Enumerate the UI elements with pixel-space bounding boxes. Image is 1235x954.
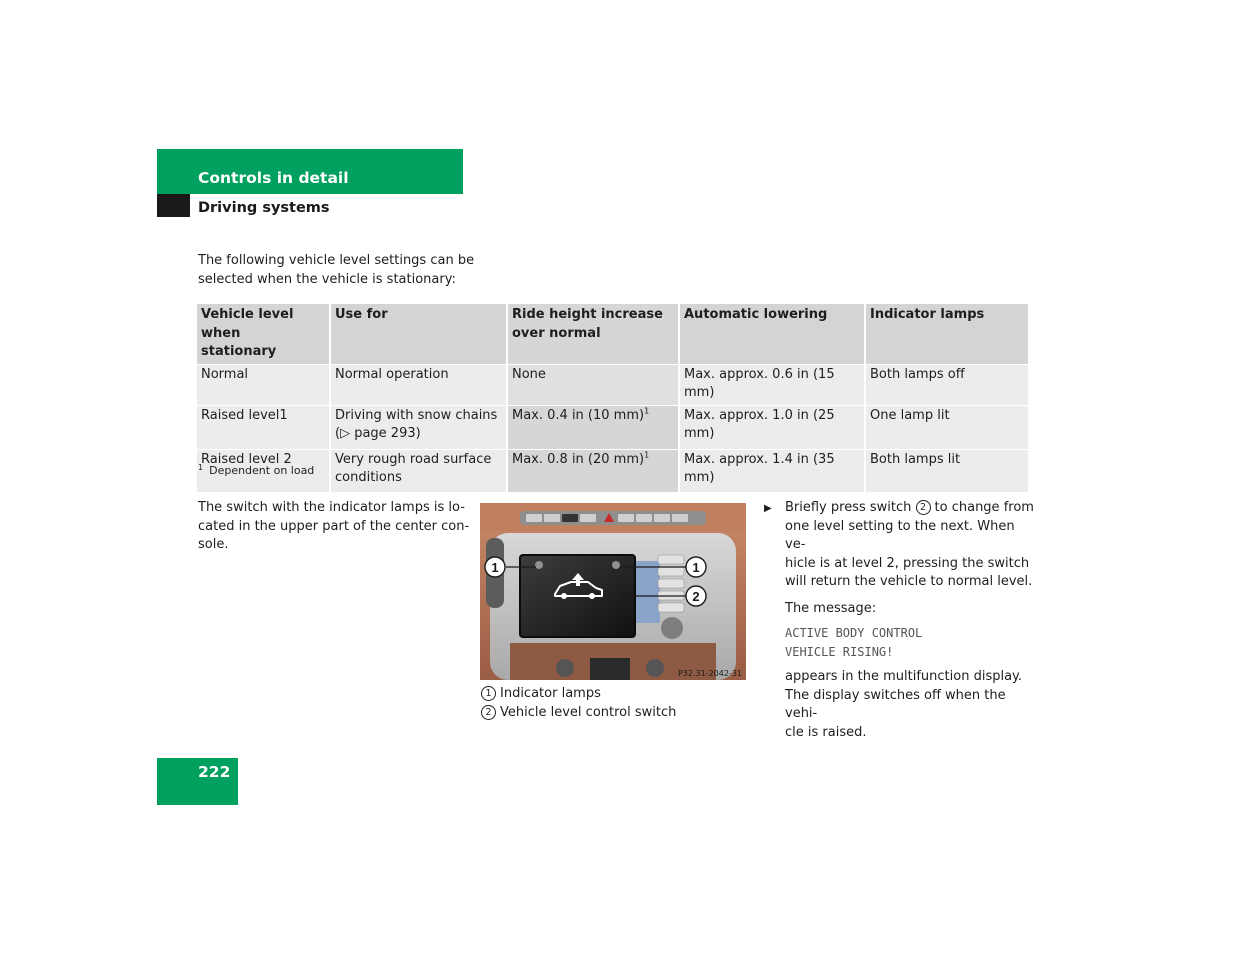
svg-text:2: 2 <box>692 589 700 604</box>
header-ride-height: Ride height increase over normal <box>507 304 679 364</box>
caption-level-switch: 2 Vehicle level control switch <box>481 704 676 723</box>
callout-1-left <box>485 557 505 577</box>
header-use-for: Use for <box>330 304 507 364</box>
cell-level: Normal <box>197 364 330 405</box>
photo-code: P32.31-2042-31 <box>677 669 742 678</box>
switch-number: 2 <box>916 500 931 515</box>
cell-ride: Max. 0.4 in (10 mm)$^1$ <box>507 405 679 449</box>
photo-captions <box>481 685 676 722</box>
header-vehicle-level: Vehicle level when stationary <box>197 304 330 364</box>
cell-use: Normal operation <box>330 364 507 405</box>
cell-level: Raised level 2 <box>197 449 330 492</box>
callout-1-right <box>686 557 706 577</box>
caption-number: 2 <box>481 705 496 720</box>
vehicle-level-table <box>197 304 1028 493</box>
subsection-title: Driving systems <box>198 200 330 216</box>
message-line: VEHICLE RISING! <box>785 645 894 659</box>
header-indicator-lamps: Indicator lamps <box>865 304 1028 364</box>
cell-lamps: One lamp lit <box>865 405 1028 449</box>
cell-lowering: Max. approx. 1.0 in (25 mm) <box>679 405 865 449</box>
page-number: 222 <box>198 763 231 781</box>
svg-text:1: 1 <box>491 560 499 575</box>
header-marker <box>157 194 190 217</box>
cell-lamps: Both lamps lit <box>865 449 1028 492</box>
caption-indicator-lamps: 1 Indicator lamps <box>481 685 676 704</box>
callout-2 <box>686 586 706 606</box>
instruction-block: ▶ Briefly press switch 2 to change from one level setting to the next. When ve- hicle is at level 2, pressing the switch will return the vehicle to normal level. The message: ACTIVE BODY CONTROL VEHICLE RISING! appears in the multifunction display. The display switches off when the vehi- cle is raised. <box>764 500 1034 740</box>
cell-use: Very rough road surface conditions <box>330 449 507 492</box>
footnote-ref: 1 <box>644 450 650 460</box>
cell-lamps: Both lamps off <box>865 364 1028 405</box>
message-line: ACTIVE BODY CONTROL <box>785 626 923 640</box>
cell-lowering: Max. approx. 1.4 in (35 mm) <box>679 449 865 492</box>
section-title: Controls in detail <box>198 169 349 187</box>
table-row <box>197 405 1028 449</box>
table-row <box>197 449 1028 492</box>
center-console-photo <box>480 503 746 680</box>
footnote-ref: 1 <box>644 406 650 416</box>
header-automatic-lowering: Automatic lowering <box>679 304 865 364</box>
cell-level: Raised level1 <box>197 405 330 449</box>
caption-number: 1 <box>481 686 496 701</box>
cell-ride: None <box>507 364 679 405</box>
intro-text: The following vehicle level settings can be selected when the vehicle is stationary: <box>198 253 475 287</box>
table-footnote: $^1$ Dependent on load <box>198 463 315 477</box>
location-text: The switch with the indicator lamps is lo- cated in the upper part of the center con- sole. <box>198 500 470 552</box>
bullet-icon: ▶ <box>764 503 772 514</box>
table-row <box>197 364 1028 405</box>
svg-text:1: 1 <box>692 560 700 575</box>
table-header-row <box>197 304 1028 364</box>
cell-lowering: Max. approx. 0.6 in (15 mm) <box>679 364 865 405</box>
cell-ride: Max. 0.8 in (20 mm)$^1$ <box>507 449 679 492</box>
message-label: The message: <box>785 600 877 616</box>
cell-use: Driving with snow chains (▷ page 293) <box>330 405 507 449</box>
